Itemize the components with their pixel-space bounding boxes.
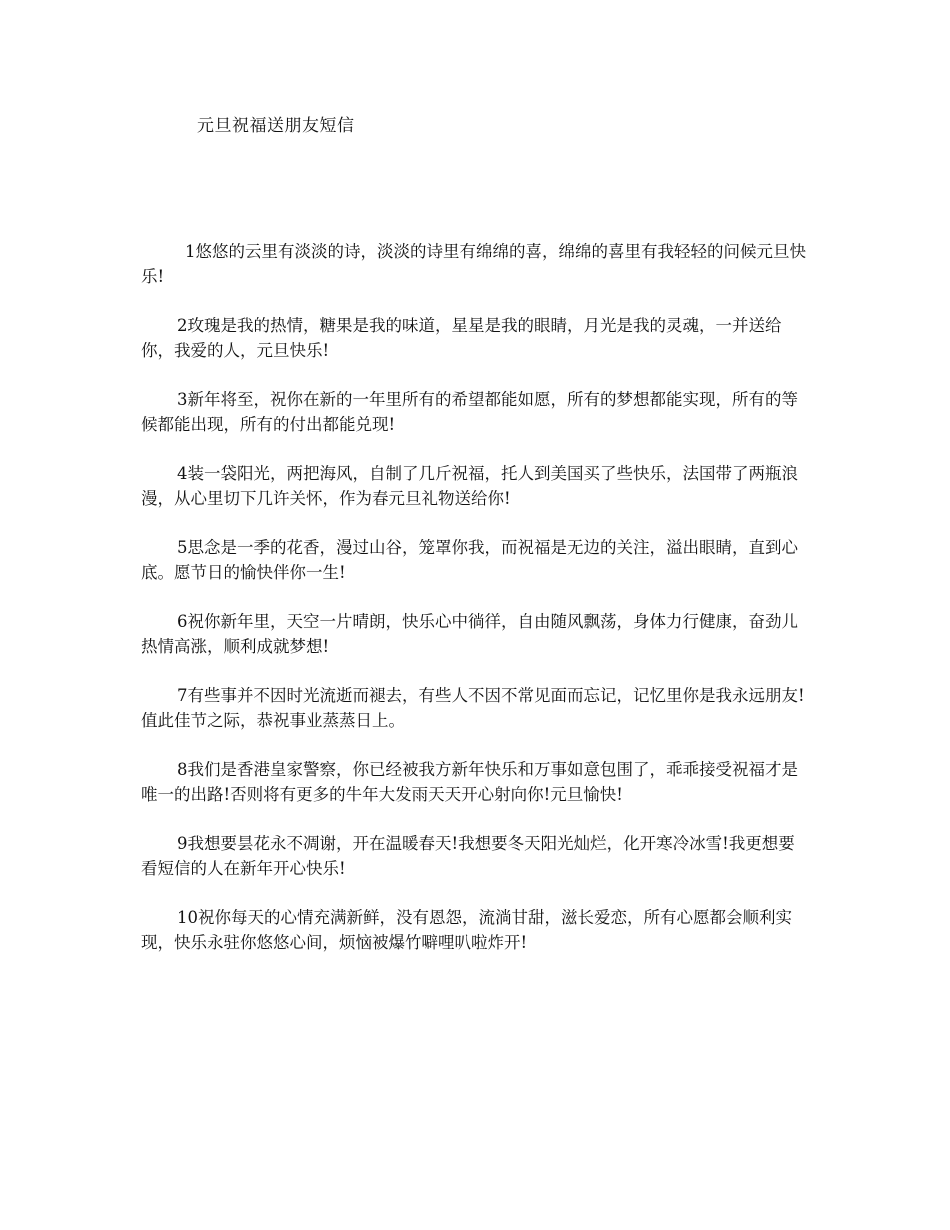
paragraph-9: 9我想要昙花永不凋谢，开在温暖春天!我想要冬天阳光灿烂，化开寒冷冰雪!我更想要看短信的人在新年开心快乐! [141, 834, 795, 878]
document-body [141, 239, 809, 979]
paragraph-2: 2玫瑰是我的热情，糖果是我的味道，星星是我的眼睛，月光是我的灵魂，一并送给你，我爱的人，元旦快乐! [141, 316, 782, 360]
paragraph-4: 4装一袋阳光，两把海风，自制了几斤祝福，托人到美国买了些快乐，法国带了两瓶浪漫，从心里切下几许关怀，作为春元旦礼物送给你! [141, 464, 798, 508]
paragraph-10: 10祝你每天的心情充满新鲜，没有恩怨，流淌甘甜，滋长爱恋，所有心愿都会顺利实现，快乐永驻你悠悠心间，烦恼被爆竹噼哩叭啦炸开! [141, 908, 792, 952]
paragraph-3: 3新年将至，祝你在新的一年里所有的希望都能如愿，所有的梦想都能实现，所有的等候都能出现，所有的付出都能兑现! [141, 390, 798, 434]
paragraph-6: 6祝你新年里，天空一片晴朗，快乐心中徜徉，自由随风飘荡，身体力行健康，奋劲儿热情高涨，顺利成就梦想! [141, 612, 798, 656]
paragraph-1: 1悠悠的云里有淡淡的诗，淡淡的诗里有绵绵的喜，绵绵的喜里有我轻轻的问候元旦快乐! [141, 242, 806, 286]
paragraph-5: 5思念是一季的花香，漫过山谷，笼罩你我，而祝福是无边的关注，溢出眼睛，直到心底。愿节日的愉快伴你一生! [141, 538, 798, 582]
paragraph-8: 8我们是香港皇家警察，你已经被我方新年快乐和万事如意包围了，乖乖接受祝福才是唯一的出路!否则将有更多的牛年大发雨天天开心射向你!元旦愉快! [141, 760, 798, 804]
document-title: 元旦祝福送朋友短信 [197, 116, 355, 136]
paragraph-7: 7有些事并不因时光流逝而褪去，有些人不因不常见面而忘记，记忆里你是我永远朋友!值此佳节之际，恭祝事业蒸蒸日上。 [141, 686, 805, 730]
